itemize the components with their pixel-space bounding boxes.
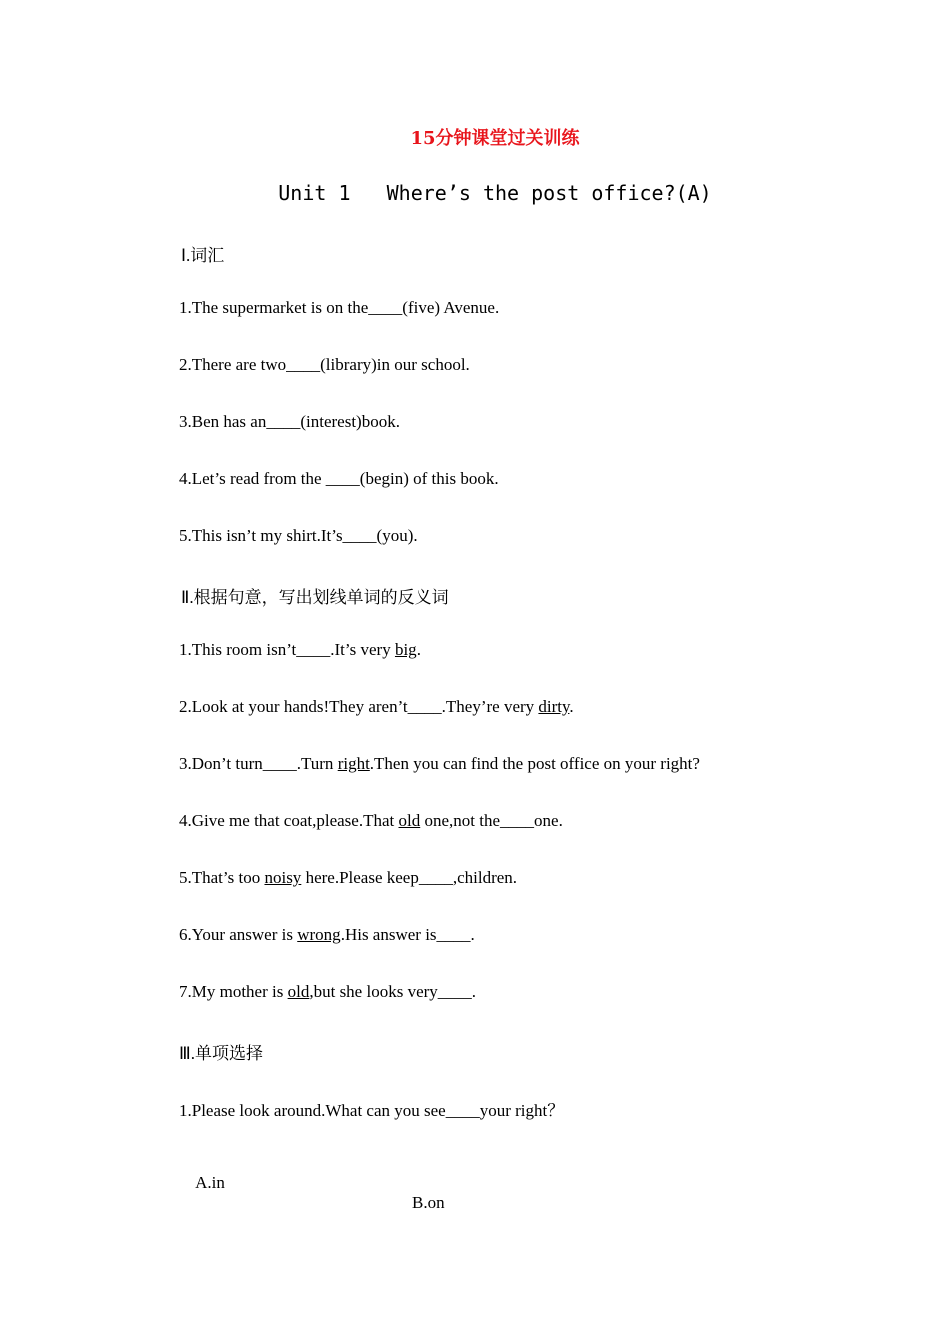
mc-options-1 [179, 1153, 779, 1233]
antonym-text: 4.Give me that coat,please.That [179, 811, 399, 830]
option-b: B.on [412, 1193, 445, 1212]
vocab-item-5: 5.This isn’t my shirt.It’s____(you). [179, 526, 418, 545]
antonym-text: 3.Don’t turn____.Turn [179, 754, 338, 773]
section-1-heading: Ⅰ.词汇 [181, 246, 225, 265]
antonym-item-6 [179, 925, 475, 945]
antonym-text: 2.Look at your hands!They aren’t____.They’re very [179, 697, 539, 716]
antonym-text: one,not the____one. [420, 811, 563, 830]
mc-question-1: 1.Please look around.What can you see____your right？ [179, 1101, 565, 1120]
antonym-item-7 [179, 982, 476, 1002]
antonym-text: 5.That’s too [179, 868, 265, 887]
antonym-text: .Then you can find the post office on your right? [369, 754, 700, 773]
section-2-heading: Ⅱ.根据句意，写出划线单词的反义词 [181, 588, 449, 607]
option-a: A.in [195, 1173, 225, 1192]
underlined-word: wrong [297, 925, 341, 944]
underlined-word: big [394, 640, 417, 659]
antonym-text: 7.My mother is [179, 982, 288, 1001]
antonym-item-3 [179, 754, 700, 774]
antonym-text: . [416, 640, 421, 659]
antonym-item-1 [179, 640, 421, 660]
underlined-word: noisy [264, 868, 302, 887]
antonym-text: here.Please keep____,children. [301, 868, 518, 887]
antonym-text: 6.Your answer is [179, 925, 298, 944]
antonym-text: .His answer is____. [340, 925, 475, 944]
antonym-item-5 [179, 868, 517, 888]
section-3-heading: Ⅲ.单项选择 [179, 1044, 263, 1063]
vocab-item-4: 4.Let’s read from the ____(begin) of this book. [179, 469, 499, 488]
antonym-item-2 [179, 697, 574, 717]
underlined-word: right [337, 754, 370, 773]
unit-subtitle: Unit 1 Where’s the post office?(A) [278, 181, 712, 205]
vocab-item-1: 1.The supermarket is on the____(five) Avenue. [179, 298, 500, 317]
vocab-item-3: 3.Ben has an____(interest)book. [179, 412, 400, 431]
antonym-text: 1.This room isn’t____.It’s very [179, 640, 395, 659]
underlined-word: old [398, 811, 421, 830]
vocab-item-2: 2.There are two____(library)in our school. [179, 355, 470, 374]
page-title: 15分钟课堂过关训练 [410, 128, 580, 149]
antonym-text: ,but she looks very____. [309, 982, 477, 1001]
underlined-word: dirty [538, 697, 570, 716]
underlined-word: old [287, 982, 310, 1001]
antonym-text: . [569, 697, 574, 716]
antonym-item-4 [179, 811, 563, 831]
